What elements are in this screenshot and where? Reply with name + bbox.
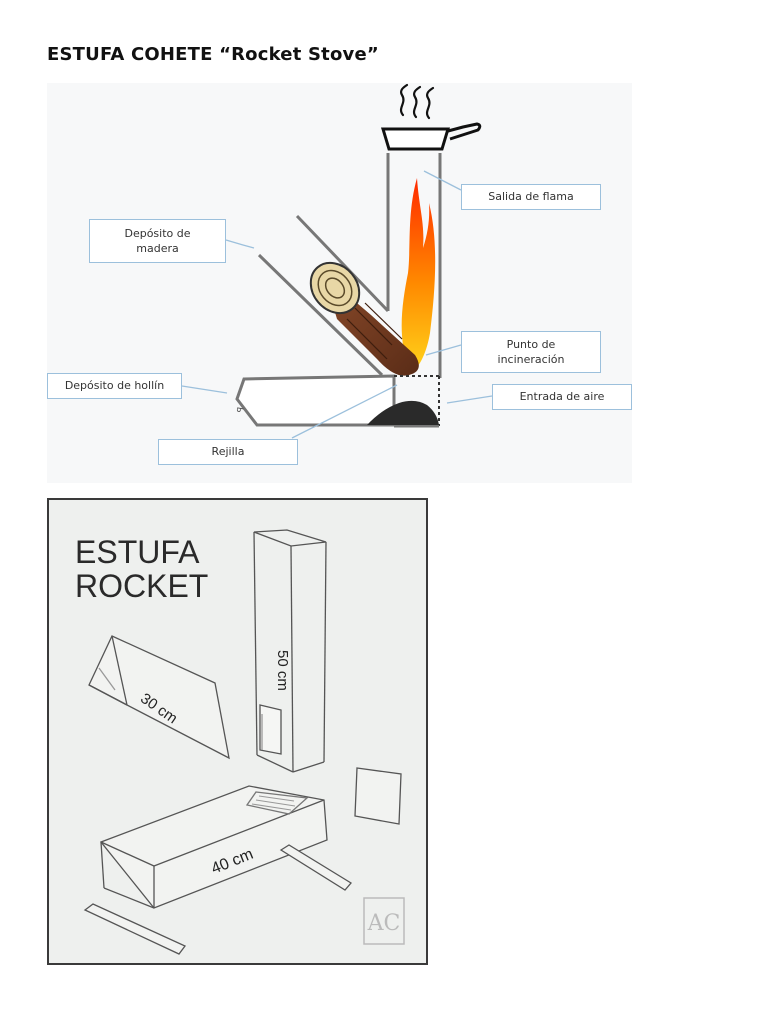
- stove-cross-section-drawing: [47, 83, 632, 483]
- exploded-parts-drawing: [49, 500, 426, 963]
- flame-icon: [402, 178, 436, 370]
- callout-deposito-de-madera: Depósito de madera: [89, 219, 226, 263]
- end-plate-part: [355, 768, 401, 824]
- svg-text:AC: AC: [367, 911, 401, 936]
- callout-salida-de-flama: Salida de flama: [461, 184, 601, 210]
- sketch-title: ESTUFA ROCKET: [75, 534, 209, 604]
- dimension-40cm: 40 cm: [209, 845, 256, 878]
- callout-entrada-de-aire: Entrada de aire: [492, 384, 632, 410]
- dimension-50cm: 50 cm: [274, 650, 291, 691]
- rocket-stove-exploded-sketch: [47, 498, 428, 965]
- rocket-stove-labeled-diagram: [47, 83, 632, 483]
- callout-punto-de-incineracion: Punto de incineración: [461, 331, 601, 373]
- ac-logo: [364, 898, 404, 944]
- feed-tube-part: [89, 636, 229, 758]
- steam-icon: [401, 85, 433, 118]
- callout-deposito-de-hollin: Depósito de hollín: [47, 373, 182, 399]
- svg-text:ꟼ: ꟼ: [236, 406, 247, 414]
- callout-rejilla: Rejilla: [158, 439, 298, 465]
- page-title: ESTUFA COHETE “Rocket Stove”: [47, 44, 379, 65]
- frying-pan-icon: [383, 124, 480, 149]
- dimension-30cm: 30 cm: [137, 690, 181, 728]
